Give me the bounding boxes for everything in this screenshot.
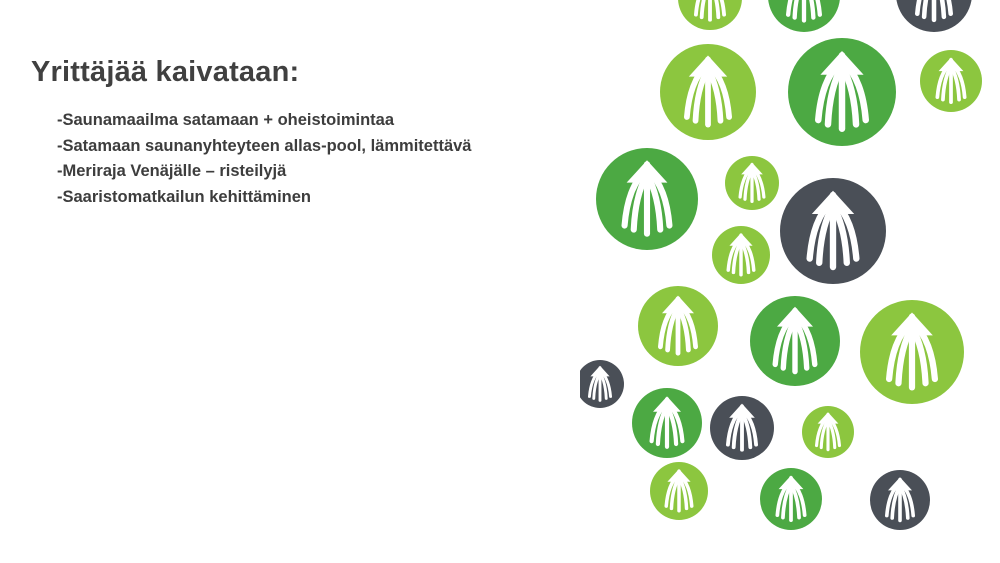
logo-bubble-icon [660, 44, 756, 140]
logo-bubble-cluster [580, 0, 1000, 563]
logo-bubble-icon [860, 300, 964, 404]
list-item: -Saaristomatkailun kehittäminen [57, 187, 311, 206]
logo-bubble-icon [780, 178, 886, 284]
logo-bubble-icon [760, 468, 822, 530]
logo-bubble-icon [920, 50, 982, 112]
logo-bubble-icon [788, 38, 896, 146]
logo-bubble-icon [896, 0, 972, 32]
logo-bubble-icon [650, 462, 708, 520]
logo-bubble-icon [802, 406, 854, 458]
bullet-list [57, 108, 617, 210]
logo-bubble-icon [870, 470, 930, 530]
logo-bubble-icon [632, 388, 702, 458]
list-item: -Satamaan saunanyhteyteen allas-pool, lämmitettävä [57, 136, 472, 155]
logo-bubble-icon [750, 296, 840, 386]
list-item: -Saunamaailma satamaan + oheistoimintaa [57, 111, 395, 129]
logo-bubble-icon [712, 226, 770, 284]
page-title: Yrittäjää kaivataan: [31, 56, 300, 88]
logo-bubble-icon [710, 396, 774, 460]
logo-bubble-icon [638, 286, 718, 366]
logo-bubble-icon [725, 156, 779, 210]
list-item: -Meriraja Venäjälle – risteilyjä [57, 162, 287, 180]
logo-bubble-icon [768, 0, 840, 32]
logo-bubble-icon [580, 360, 624, 408]
logo-bubble-icon [678, 0, 742, 30]
